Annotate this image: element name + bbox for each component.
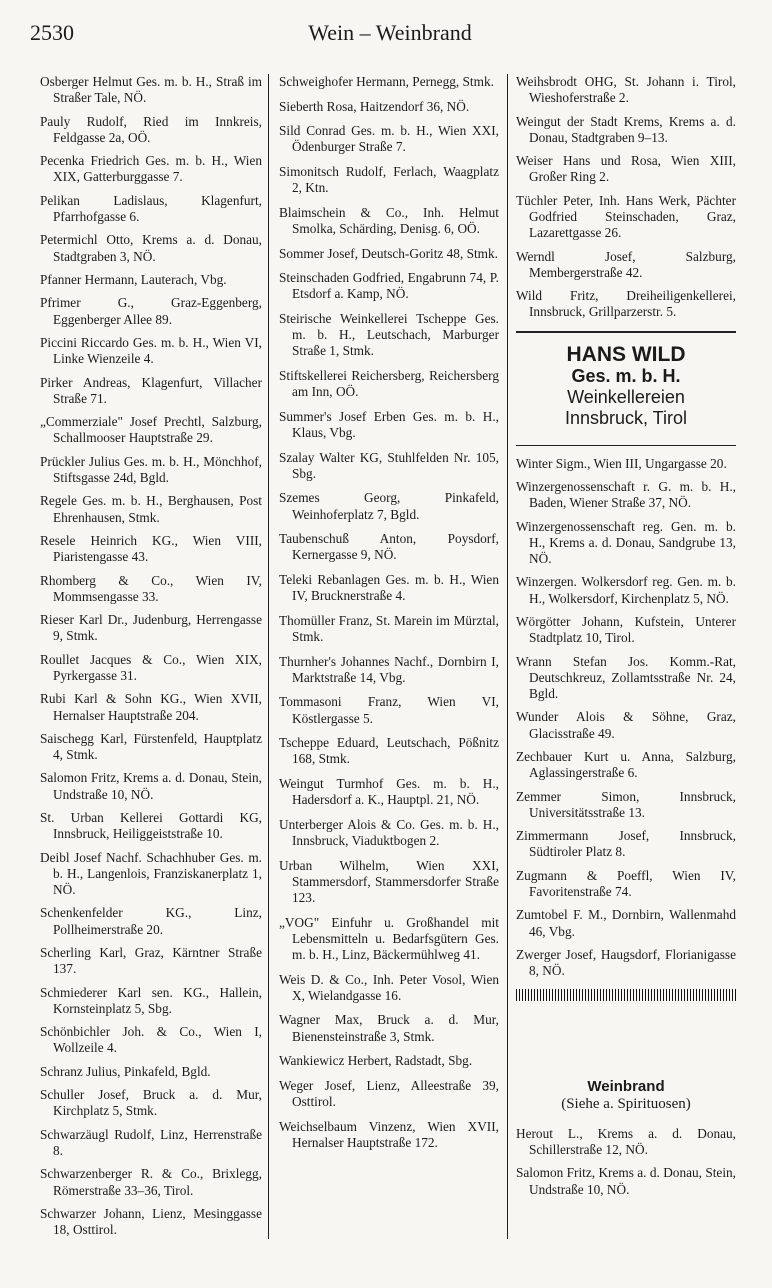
list-item: Steirische Weinkellerei Tscheppe Ges. m. b. H., Leutschach, Marburger Straße 1, Stmk. [279,310,499,359]
list-item: Scherling Karl, Graz, Kärntner Straße 137. [40,945,262,977]
list-item: Weiser Hans und Rosa, Wien XIII, Großer Ring 2. [516,153,736,185]
list-item: Rieser Karl Dr., Judenburg, Herrengasse 9, Stmk. [40,612,262,644]
list-item: Tscheppe Eduard, Leutschach, Pößnitz 168, Stmk. [279,735,499,767]
list-item: Taubenschuß Anton, Poysdorf, Kernergasse 9, NÖ. [279,531,499,563]
list-item: „Commerziale" Josef Prechtl, Salzburg, Schallmooser Hauptstraße 29. [40,414,262,446]
page-number: 2530 [30,20,74,45]
list-item: Wunder Alois & Söhne, Graz, Glacisstraße 49. [516,709,736,741]
ad-location: Innsbruck, Tirol [564,407,688,428]
list-item: Schranz Julius, Pinkafeld, Bgld. [40,1063,211,1079]
list-item: Blaimschein & Co., Inh. Helmut Smolka, Schärding, Denisg. 6, OÖ. [279,204,499,236]
list-item: Schwarzenberger R. & Co., Brixlegg, Römerstraße 33–36, Tirol. [40,1166,262,1198]
list-item: Thurnher's Johannes Nachf., Dornbirn I, Marktstraße 14, Vbg. [279,653,499,685]
list-item: Schenkenfelder KG., Linz, Pollheimerstraße 20. [40,905,262,937]
list-item: Wrann Stefan Jos. Komm.-Rat, Deutschkreuz, Zollamtsstraße Nr. 24, Bgld. [516,653,736,701]
list-item: Pfrimer G., Graz-Eggenberg, Eggenberger Allee 89. [40,295,262,327]
ad-bottom-rule [516,445,736,446]
list-item: Summer's Josef Erben Ges. m. b. H., Klaus, Vbg. [279,408,499,440]
column-divider [507,74,508,1239]
list-item: Wankiewicz Herbert, Radstadt, Sbg. [279,1053,473,1069]
list-item: Regele Ges. m. b. H., Berghausen, Post Ehrenhausen, Stmk. [40,493,262,525]
column-3 [516,74,736,1205]
list-item: Weichselbaum Vinzenz, Wien XVII, Hernalser Hauptstraße 172. [279,1118,499,1150]
ad-company-name: HANS WILD [566,342,686,366]
page-title: Wein – Weinbrand [308,20,472,45]
list-item: Teleki Rebanlagen Ges. m. b. H., Wien IV, Brucknerstraße 4. [279,571,499,604]
list-item: Simonitsch Rudolf, Ferlach, Waagplatz 2, Ktn. [279,163,499,196]
list-item: Saischegg Karl, Fürstenfeld, Hauptplatz 4, Stmk. [40,730,262,763]
list-item: Weger Josef, Lienz, Alleestraße 39, Osttirol. [279,1077,499,1109]
list-item: Schönbichler Joh. & Co., Wien I, Wollzeile 4. [40,1024,262,1056]
list-item: Rhomberg & Co., Wien IV, Mommsengasse 33. [40,572,262,604]
list-item: Weis D. & Co., Inh. Peter Vosol, Wien X, Wielandgasse 16. [279,971,499,1003]
list-item: Thomüller Franz, St. Marein im Mürztal, Stmk. [279,612,499,644]
section-subtitle: (Siehe a. Spirituosen) [561,1095,691,1112]
list-item: Sommer Josef, Deutsch-Goritz 48, Stmk. [279,245,499,261]
list-item: Zemmer Simon, Innsbruck, Universitätsstraße 13. [516,788,736,820]
list-item: Petermichl Otto, Krems a. d. Donau, Stadtgraben 3, NÖ. [40,232,262,264]
list-item: Schweighofer Hermann, Pernegg, Stmk. [279,74,494,89]
list-item: „VOG" Einfuhr u. Großhandel mit Lebensmitteln u. Bedarfsgütern Ges. m. b. H., Linz, Bäckermühlweg 41. [279,914,499,962]
list-item: Weihsbrodt OHG, St. Johann i. Tirol, Wieshoferstraße 2. [516,74,736,106]
list-item: Zechbauer Kurt u. Anna, Salzburg, Aglassingerstraße 6. [516,748,736,781]
list-item: Winter Sigm., Wien III, Ungargasse 20. [516,455,727,471]
list-item: Herout L., Krems a. d. Donau, Schillerstraße 12, NÖ. [516,1125,736,1157]
list-item: Werndl Josef, Salzburg, Membergerstraße 42. [516,248,736,280]
list-item: Roullet Jacques & Co., Wien XIX, Pyrkergasse 31. [40,651,262,683]
list-item: Pirker Andreas, Klagenfurt, Villacher Straße 71. [40,374,262,406]
list-item: Winzergenossenschaft r. G. m. b. H., Baden, Wiener Straße 37, NÖ. [516,478,736,511]
list-item: Steinschaden Godfried, Engabrunn 74, P. Etsdorf a. Kamp, NÖ. [279,270,499,302]
list-item: Zimmermann Josef, Innsbruck, Südtiroler Platz 8. [516,828,736,860]
column-1 [40,74,262,1246]
list-item: Schmiederer Karl sen. KG., Hallein, Kornsteinplatz 5, Sbg. [40,984,262,1016]
list-item: Schwarzäugl Rudolf, Linz, Herrenstraße 8. [40,1126,262,1159]
list-item: Wagner Max, Bruck a. d. Mur, Bienensteinstraße 3, Stmk. [279,1012,499,1044]
list-item: Deibl Josef Nachf. Schachhuber Ges. m. b. H., Langenlois, Franziskanerplatz 1, NÖ. [40,849,262,898]
list-item: Sild Conrad Ges. m. b. H., Wien XXI, Ödenburger Straße 7. [279,123,499,155]
ad-top-rule [516,331,736,333]
barcode-separator [516,989,736,1001]
list-item: Rubi Karl & Sohn KG., Wien XVII, Hernalser Hauptstraße 204. [40,691,262,723]
list-item: Piccini Riccardo Ges. m. b. H., Wien VI, Linke Wienzeile 4. [40,334,262,367]
list-item: Schuller Josef, Bruck a. d. Mur, Kirchplatz 5, Stmk. [40,1087,262,1119]
list-item: Stiftskellerei Reichersberg, Reichersberg am Inn, OÖ. [279,367,499,400]
list-item: Salomon Fritz, Krems a. d. Donau, Stein, Undstraße 10, NÖ. [516,1165,736,1197]
list-item: Weingut Turmhof Ges. m. b. H., Hadersdorf a. K., Hauptpl. 21, NÖ. [279,775,499,808]
list-item: Szalay Walter KG, Stuhlfelden Nr. 105, Sbg. [279,449,499,481]
list-item: Wild Fritz, Dreiheiligenkellerei, Innsbruck, Grillparzerstr. 5. [516,288,736,320]
list-item: Urban Wilhelm, Wien XXI, Stammersdorf, Stammersdorfer Straße 123. [279,857,499,905]
list-item: Zugmann & Poeffl, Wien IV, Favoritenstraße 74. [516,867,736,899]
list-item: Zwerger Josef, Haugsdorf, Florianigasse 8, NÖ. [516,946,736,979]
list-item: Tommasoni Franz, Wien VI, Köstlergasse 5. [279,694,499,726]
ad-business: Weinkellereien [567,386,685,407]
list-item: Pauly Rudolf, Ried im Innkreis, Feldgasse 2a, OÖ. [40,113,262,145]
list-item: Salomon Fritz, Krems a. d. Donau, Stein, Undstraße 10, NÖ. [40,770,262,802]
list-item: St. Urban Kellerei Gottardi KG, Innsbruck, Heiliggeiststraße 10. [40,810,262,842]
list-item: Wörgötter Johann, Kufstein, Unterer Stadtplatz 10, Tirol. [516,613,736,646]
list-item: Tüchler Peter, Inh. Hans Werk, Pächter Godfried Steinschaden, Graz, Lazarettgasse 26. [516,192,736,241]
column-divider [268,74,269,1239]
list-item: Pecenka Friedrich Ges. m. b. H., Wien XIX, Gatterburggasse 7. [40,153,262,185]
list-item: Prückler Julius Ges. m. b. H., Mönchhof, Stiftsgasse 24d, Bgld. [40,453,262,485]
list-item: Weingut der Stadt Krems, Krems a. d. Donau, Stadtgraben 9–13. [516,113,736,145]
list-item: Winzergenossenschaft reg. Gen. m. b. H., Krems a. d. Donau, Sandgrube 13, NÖ. [516,518,736,566]
ad-company-form: Ges. m. b. H. [571,365,681,386]
list-item: Winzergen. Wolkersdorf reg. Gen. m. b. H., Wolkersdorf, Kirchenplatz 5, NÖ. [516,574,736,606]
list-item: Schwarzer Johann, Lienz, Mesinggasse 18, Osttirol. [40,1206,262,1238]
list-item: Pfanner Hermann, Lauterach, Vbg. [40,271,227,287]
list-item: Zumtobel F. M., Dornbirn, Wallenmahd 46, Vbg. [516,907,736,939]
list-item: Unterberger Alois & Co. Ges. m. b. H., Innsbruck, Viaduktbogen 2. [279,816,499,848]
list-item: Pelikan Ladislaus, Klagenfurt, Pfarrhofgasse 6. [40,192,262,224]
advertisement [516,343,736,435]
list-item: Sieberth Rosa, Haitzendorf 36, NÖ. [279,98,470,114]
list-item: Szemes Georg, Pinkafeld, Weinhoferplatz 7, Bgld. [279,490,499,522]
list-item: Resele Heinrich KG., Wien VIII, Piaristengasse 43. [40,532,262,565]
section-title: Weinbrand [587,1078,665,1096]
column-2 [279,74,499,1159]
list-item: Osberger Helmut Ges. m. b. H., Straß im Straßer Tale, NÖ. [40,74,262,106]
